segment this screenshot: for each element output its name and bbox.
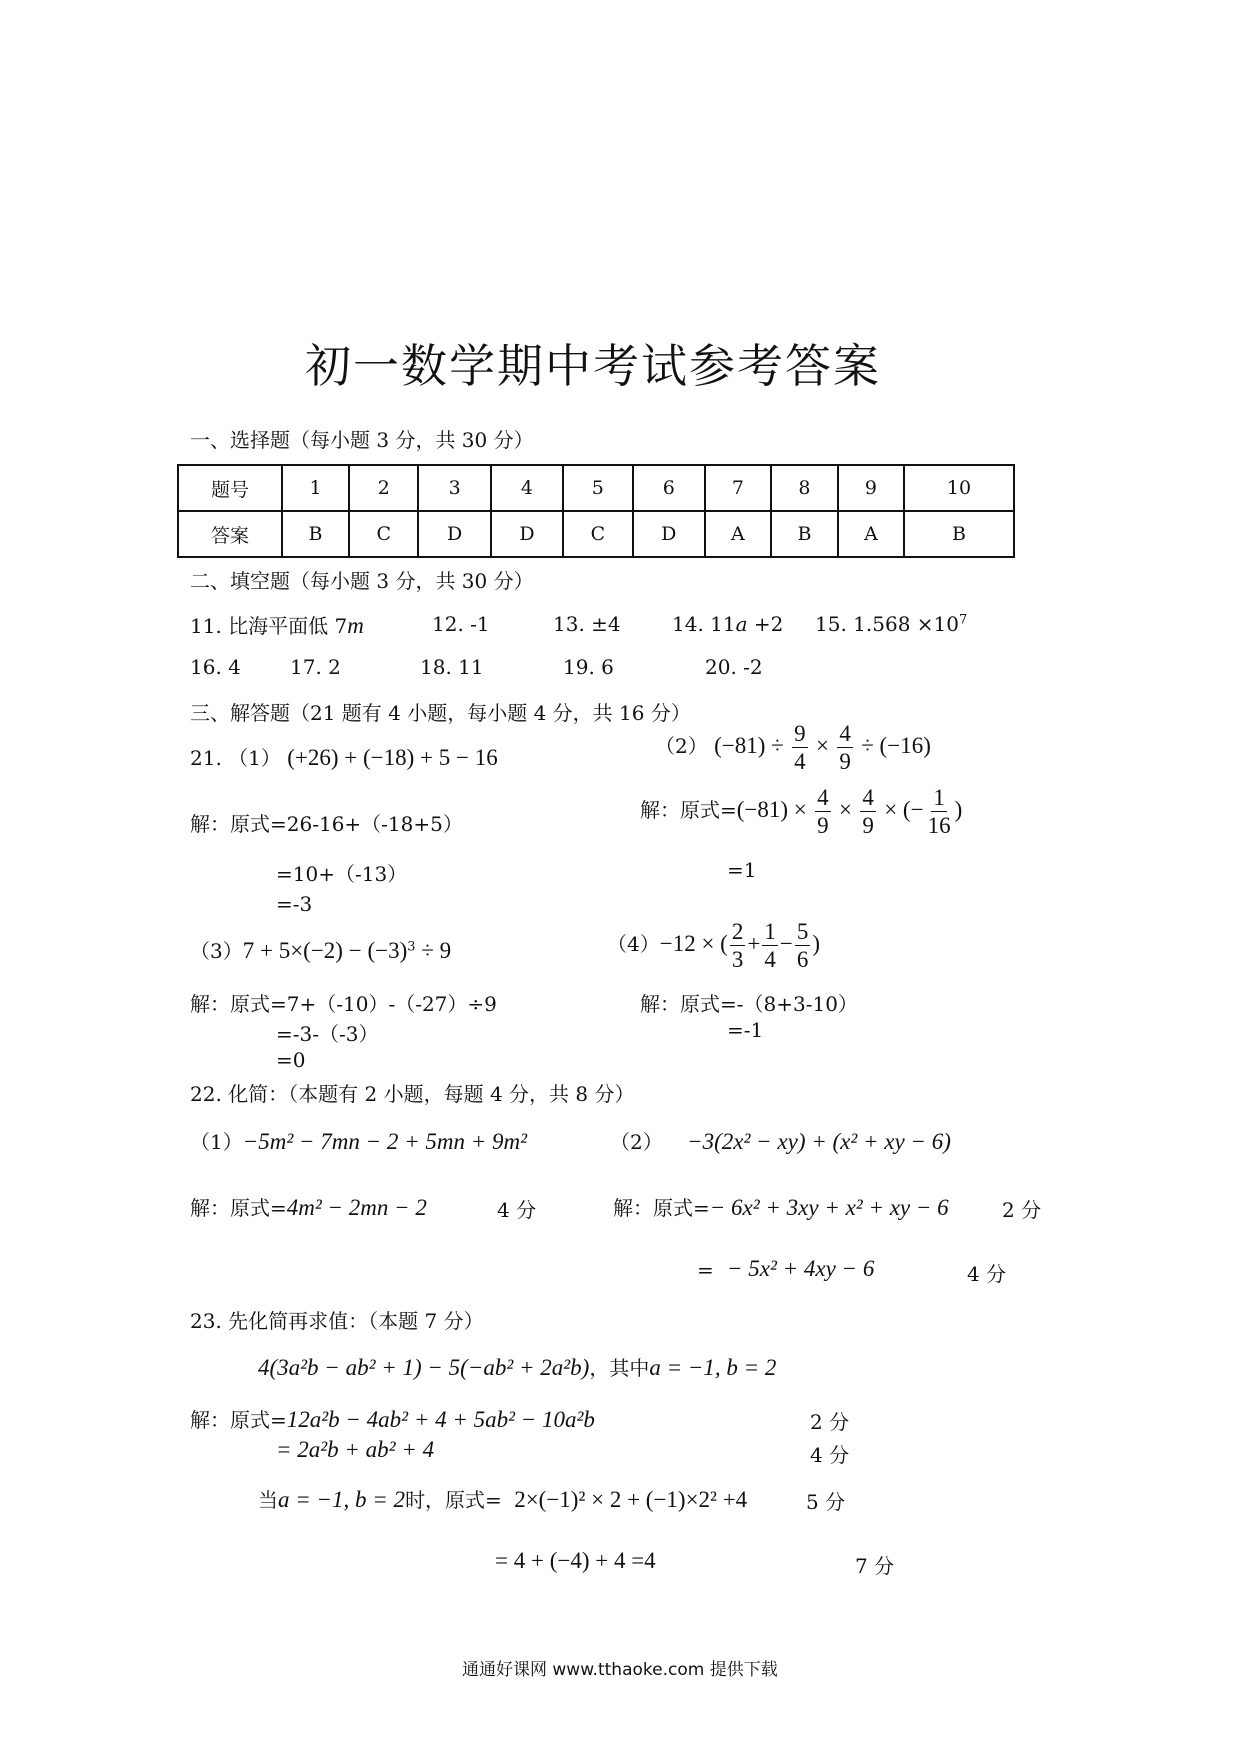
q21-4-c: −	[779, 931, 793, 956]
answer-14-text: 14. 11	[672, 612, 736, 636]
q23-solution-line2	[276, 1437, 434, 1463]
table-cell: A	[705, 511, 771, 557]
numerator: 5	[796, 919, 809, 944]
q23-when-mid: 时，原式=	[405, 1488, 502, 1512]
denominator: 9	[839, 749, 851, 774]
q21-2-part-c: ÷ (−16)	[861, 733, 931, 758]
answer-20: 20. -2	[705, 655, 763, 679]
q21-2	[655, 722, 931, 773]
q22-1-expr: −5m² − 7mn − 2 + 5mn + 9m²	[242, 1129, 528, 1154]
table-row	[178, 511, 1014, 557]
answer-15-text: 15. 1.568 ×10	[815, 612, 959, 636]
fraction	[795, 920, 811, 971]
table-cell: D	[491, 511, 563, 557]
q23-heading: 23. 先化简再求值：（本题 7 分）	[190, 1309, 484, 1333]
table-cell: D	[633, 511, 705, 557]
section3-heading: 三、解答题（21 题有 4 小题，每小题 4 分，共 16 分）	[190, 701, 691, 725]
table-cell: 6	[633, 465, 705, 511]
section2-heading: 二、填空题（每小题 3 分，共 30 分）	[190, 569, 534, 593]
fraction	[837, 722, 853, 773]
q23-solution-prefix: 解：原式=	[190, 1408, 287, 1432]
footer-text: 通通好课网 www.tthaoke.com 提供下载	[462, 1660, 778, 1680]
q21-3-solution-line2: =-3-（-3）	[276, 1022, 379, 1046]
q22-2-score: 2 分	[1002, 1198, 1042, 1222]
answer-11-text: 11. 比海平面低 7	[190, 614, 348, 638]
q21-4-solution-line1: 解：原式=-（8+3-10）	[640, 992, 858, 1016]
q21-2-solution-b: ×	[839, 797, 852, 822]
q21-4	[607, 920, 820, 971]
q21-2-part-a: (−81) ÷	[714, 733, 784, 758]
table-row-label: 题号	[178, 465, 282, 511]
section1-heading: 一、选择题（每小题 3 分，共 30 分）	[190, 428, 534, 452]
fraction	[926, 786, 953, 837]
q22-1-solution	[190, 1192, 427, 1221]
q23-final	[495, 1548, 656, 1574]
answer-13: 13. ±4	[553, 612, 621, 636]
denominator: 16	[927, 813, 951, 838]
answer-12: 12. -1	[432, 612, 490, 636]
q21-1-expr: (+26) + (−18) + 5 − 16	[287, 745, 498, 770]
denominator: 6	[796, 947, 809, 972]
denominator: 9	[862, 813, 874, 838]
q23-final-score: 7 分	[855, 1554, 895, 1578]
answer-11-unit: m	[347, 613, 364, 638]
answer-19: 19. 6	[563, 655, 614, 679]
q23-line2-score: 4 分	[810, 1443, 850, 1467]
table-cell: B	[771, 511, 838, 557]
q23-when-calc: 2×(−1)² × 2 + (−1)×2² +4	[514, 1487, 748, 1512]
q21-2-solution-prefix: 解：原式=	[640, 798, 737, 822]
table-row	[178, 465, 1014, 511]
q21-1-solution-line2: =10+（-13）	[276, 862, 408, 886]
table-cell: 4	[491, 465, 563, 511]
q21-1	[190, 742, 498, 771]
table-cell: B	[904, 511, 1014, 557]
table-cell: 8	[771, 465, 838, 511]
q21-3-exp: 3	[407, 939, 416, 955]
denominator: 3	[731, 947, 744, 972]
q23-expr: 4(3a²b − ab² + 1) − 5(−ab² + 2a²b)	[258, 1355, 590, 1380]
q22-2-solution-line2	[727, 1256, 874, 1282]
table-cell: B	[282, 511, 349, 557]
q21-4-d: )	[812, 931, 820, 956]
denominator: 9	[817, 813, 829, 838]
q23-cond-expr: a = −1, b = 2	[649, 1355, 777, 1380]
answer-14-suffix: +2	[747, 612, 784, 636]
answer-17: 17. 2	[290, 655, 341, 679]
answer-table	[177, 464, 1015, 558]
table-cell: 1	[282, 465, 349, 511]
table-cell: C	[563, 511, 632, 557]
q22-2-solution-line2-expr: − 5x² + 4xy − 6	[727, 1256, 875, 1281]
q23-solution-line1	[190, 1404, 595, 1433]
q22-1-score: 4 分	[497, 1198, 537, 1222]
table-cell: 3	[418, 465, 490, 511]
answer-15-exp: 7	[958, 612, 968, 628]
q21-2-solution-line2: =1	[727, 858, 757, 882]
table-row-label: 答案	[178, 511, 282, 557]
answer-11	[190, 610, 364, 639]
q22-2-solution-expr: − 6x² + 3xy + x² + xy − 6	[709, 1195, 949, 1220]
q21-4-solution-line2: =-1	[727, 1018, 764, 1042]
q23-substitution	[258, 1484, 747, 1513]
q21-4-b: +	[747, 931, 761, 956]
fraction	[860, 786, 876, 837]
q22-2-solution-prefix: 解：原式=	[613, 1196, 710, 1220]
numerator: 9	[794, 721, 806, 746]
table-cell: C	[349, 511, 418, 557]
numerator: 1	[764, 919, 776, 944]
table-cell: 10	[904, 465, 1014, 511]
q23-when-expr: a = −1, b = 2	[278, 1487, 406, 1512]
q21-2-solution-d: )	[954, 797, 963, 822]
numerator: 4	[862, 785, 874, 810]
q21-3-solution-line1: 解：原式=7+（-10）-（-27）÷9	[190, 992, 497, 1016]
q21-2-solution-c: × (−	[884, 797, 924, 822]
denominator: 4	[794, 749, 806, 774]
q22-2-expr: −3(2x² − xy) + (x² + xy − 6)	[687, 1129, 951, 1154]
q22-2-line2-score: 4 分	[967, 1262, 1007, 1286]
q23-substitution-score: 5 分	[806, 1490, 846, 1514]
page-title: 初一数学期中考试参考答案	[305, 339, 881, 393]
numerator: 2	[731, 919, 744, 944]
q21-4-a: −12 × (	[659, 931, 728, 956]
table-cell: 5	[563, 465, 632, 511]
numerator: 4	[817, 785, 829, 810]
table-cell: 7	[705, 465, 771, 511]
q22-heading: 22. 化简：（本题有 2 小题，每题 4 分，共 8 分）	[190, 1082, 635, 1106]
table-cell: D	[418, 511, 490, 557]
q21-3-expr: 7 + 5×(−2) − (−3)	[242, 938, 408, 963]
q21-2-solution	[640, 786, 962, 837]
q23-when-prefix: 当	[258, 1488, 278, 1512]
answer-14-var: a	[735, 612, 748, 636]
q22-1-solution-expr: 4m² − 2mn − 2	[286, 1195, 427, 1220]
fraction	[815, 786, 831, 837]
numerator: 1	[933, 785, 945, 810]
q21-3-label: （3）	[190, 939, 243, 963]
table-cell: 2	[349, 465, 418, 511]
q23-solution-line2-expr: = 2a²b + ab² + 4	[276, 1437, 435, 1462]
answer-16: 16. 4	[190, 655, 241, 679]
q23-expression	[258, 1352, 776, 1381]
table-cell: 9	[838, 465, 904, 511]
q21-1-solution-line1: 解：原式=26-16+（-18+5）	[190, 812, 463, 836]
q21-2-solution-a: (−81) ×	[736, 797, 807, 822]
fraction	[762, 920, 778, 971]
q22-1	[190, 1126, 527, 1155]
q21-2-part-b: ×	[815, 733, 829, 758]
q21-2-label: （2）	[655, 734, 708, 758]
answer-18: 18. 11	[420, 655, 484, 679]
q21-1-label: 21. （1）	[190, 746, 281, 770]
q23-cond: ，其中	[589, 1356, 650, 1380]
q23-final-expr: = 4 + (−4) + 4 =4	[495, 1548, 656, 1573]
q22-1-label: （1）	[190, 1130, 243, 1154]
answer-15	[815, 612, 967, 636]
q23-line1-score: 2 分	[810, 1410, 850, 1434]
q22-2-solution-line2-eq: =	[697, 1258, 714, 1282]
q23-solution-line1-expr: 12a²b − 4ab² + 4 + 5ab² − 10a²b	[286, 1407, 595, 1432]
table-cell: A	[838, 511, 904, 557]
q22-2-label: （2）	[610, 1130, 663, 1154]
q21-1-solution-line3: =-3	[276, 892, 313, 916]
q21-4-label: （4）	[607, 932, 660, 956]
answer-14	[672, 612, 783, 636]
q22-2	[610, 1126, 951, 1155]
q22-2-solution	[613, 1192, 949, 1221]
fraction	[730, 920, 746, 971]
q21-3	[190, 935, 451, 964]
denominator: 4	[764, 947, 776, 972]
q22-1-solution-prefix: 解：原式=	[190, 1196, 287, 1220]
q21-3-expr-tail: ÷ 9	[415, 938, 452, 963]
numerator: 4	[839, 721, 851, 746]
fraction	[792, 722, 808, 773]
q21-3-solution-line3: =0	[276, 1048, 306, 1072]
